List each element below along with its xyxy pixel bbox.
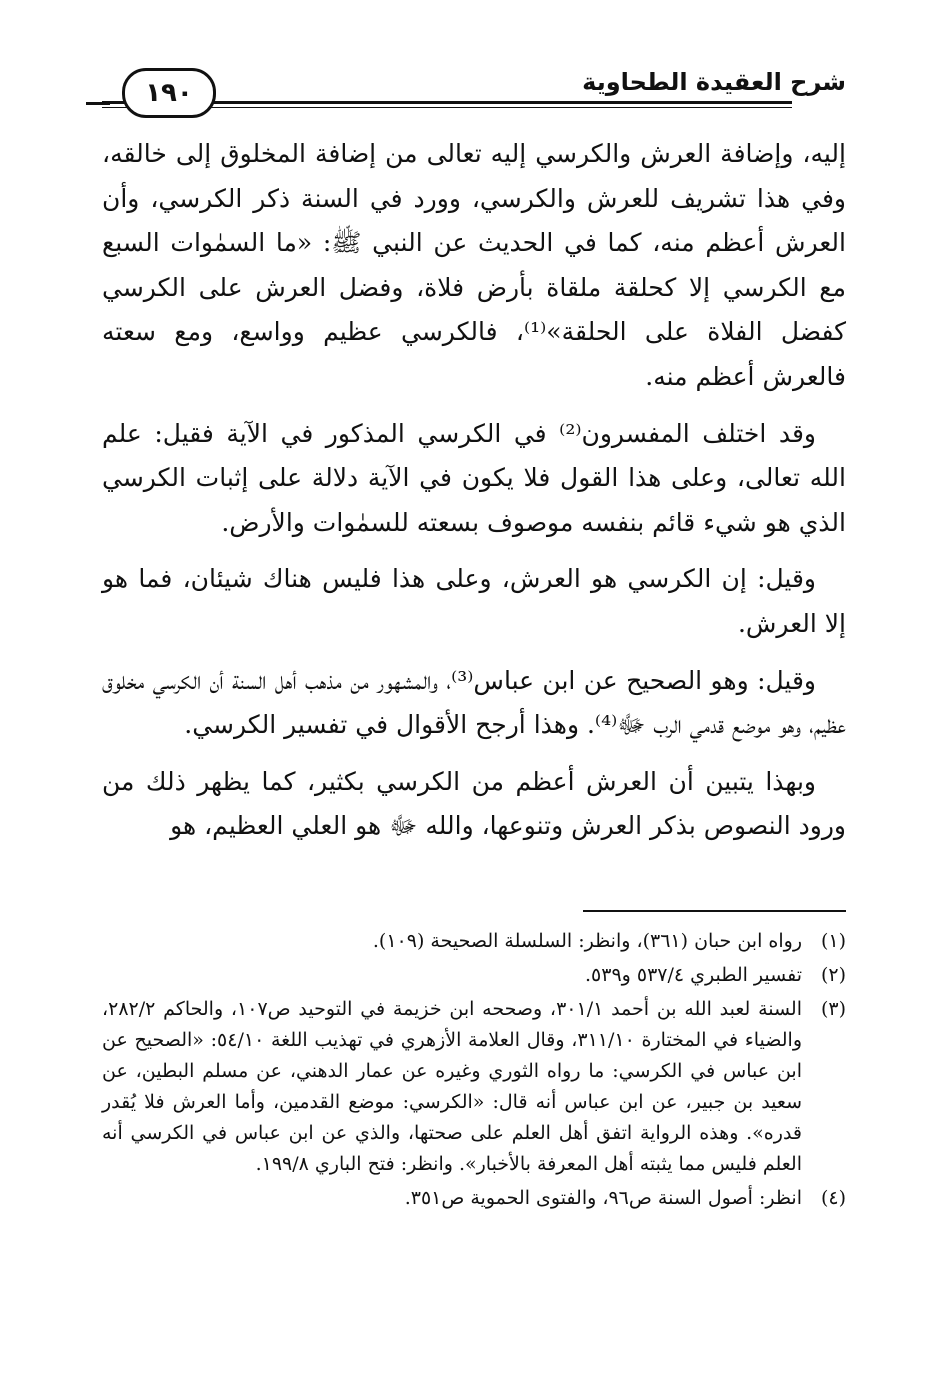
page-header [102,68,846,116]
footnote [102,994,846,1180]
running-title: شرح العقيدة الطحاوية [582,68,846,96]
footnote-number: (٢) [820,964,846,986]
paragraph: وبهذا يتبين أن العرش أعظم من الكرسي بكثير، كما يظهر ذلك من ورود النصوص بذكر العرش وتنوعها، والله ﷻ هو العلي العظيم، هو [102,766,846,841]
footnote [102,1183,846,1214]
footnote-separator [583,910,846,912]
page-number: ١٩٠ [122,68,216,118]
footnote-text: السنة لعبد الله بن أحمد ٣٠١/١، وصححه ابن خزيمة في التوحيد ص١٠٧، والحاكم ٢٨٢/٢، والضياء في المختارة ٣١١/١٠، وقال العلامة الأزهري في تهذيب اللغة ٥٤/١٠: «الصحيح عن ابن عباس في الكرسي: ما رواه الثوري وغيره عن عمار الدهني، عن مسلم البطين، عن سعيد بن جبير، عن ابن عباس أنه قال: «الكرسي: موضع القدمين، وأما العرش فلا يُقدر قدره». وهذه الرواية اتفق أهل العلم على صحتها، والذي عن ابن عباس في الكرسي أنه العلم فليس مما يثبته أهل المعرفة بالأخبار». وانظر: فتح الباري ١٩٩/٨. [102,998,803,1175]
footnote-number: (١) [820,930,846,952]
header-rule-dash [86,102,110,105]
main-text [102,132,846,861]
footnote-text: انظر: أصول السنة ص٩٦، والفتوى الحموية ص٣٥١. [404,1187,802,1209]
footnote-text: تفسير الطبري ٥٣٧/٤ و٥٣٩. [584,964,802,986]
footnote [102,960,846,991]
footnote-text: رواه ابن حبان (٣٦١)، وانظر: السلسلة الصحيحة (١٠٩). [372,930,802,952]
footnote-number: (٣) [820,998,846,1020]
footnote-number: (٤) [820,1187,846,1209]
footnote [102,926,846,957]
paragraph: وقيل: إن الكرسي هو العرش، وعلى هذا فليس هناك شيئان، فما هو إلا العرش. [102,564,846,638]
footnotes [102,926,846,1217]
paragraph: إليه، وإضافة العرش والكرسي إليه تعالى من إضافة المخلوق إلى خالقه، وفي هذا تشريف للعرش والكرسي، وورد في السنة ذكر الكرسي، وأن العرش أعظم منه، كما في الحديث عن النبي ﷺ: «ما السمٰوات السبع مع الكرسي إلا كحلقة ملقاة بأرض فلاة، وفضل العرش على الكرسي كفضل الفلاة على الحلقة»⁽¹⁾، فالكرسي عظيم وواسع، ومع سعته فالعرش أعظم منه. [102,139,846,391]
paragraph: وقيل: وهو الصحيح عن ابن عباس⁽³⁾، والمشهور من مذهب أهل السنة أن الكرسي مخلوق عظيم، وهو موضع قدمي الرب ﷻ⁽⁴⁾. وهذا أرجح الأقوال في تفسير الكرسي. [102,665,846,740]
paragraph: وقد اختلف المفسرون⁽²⁾ في الكرسي المذكور في الآية فقيل: علم الله تعالى، وعلى هذا القول فلا يكون في الآية دلالة على إثبات الكرسي الذي هو شيء قائم بنفسه موصوف بسعته للسمٰوات والأرض. [102,418,846,537]
